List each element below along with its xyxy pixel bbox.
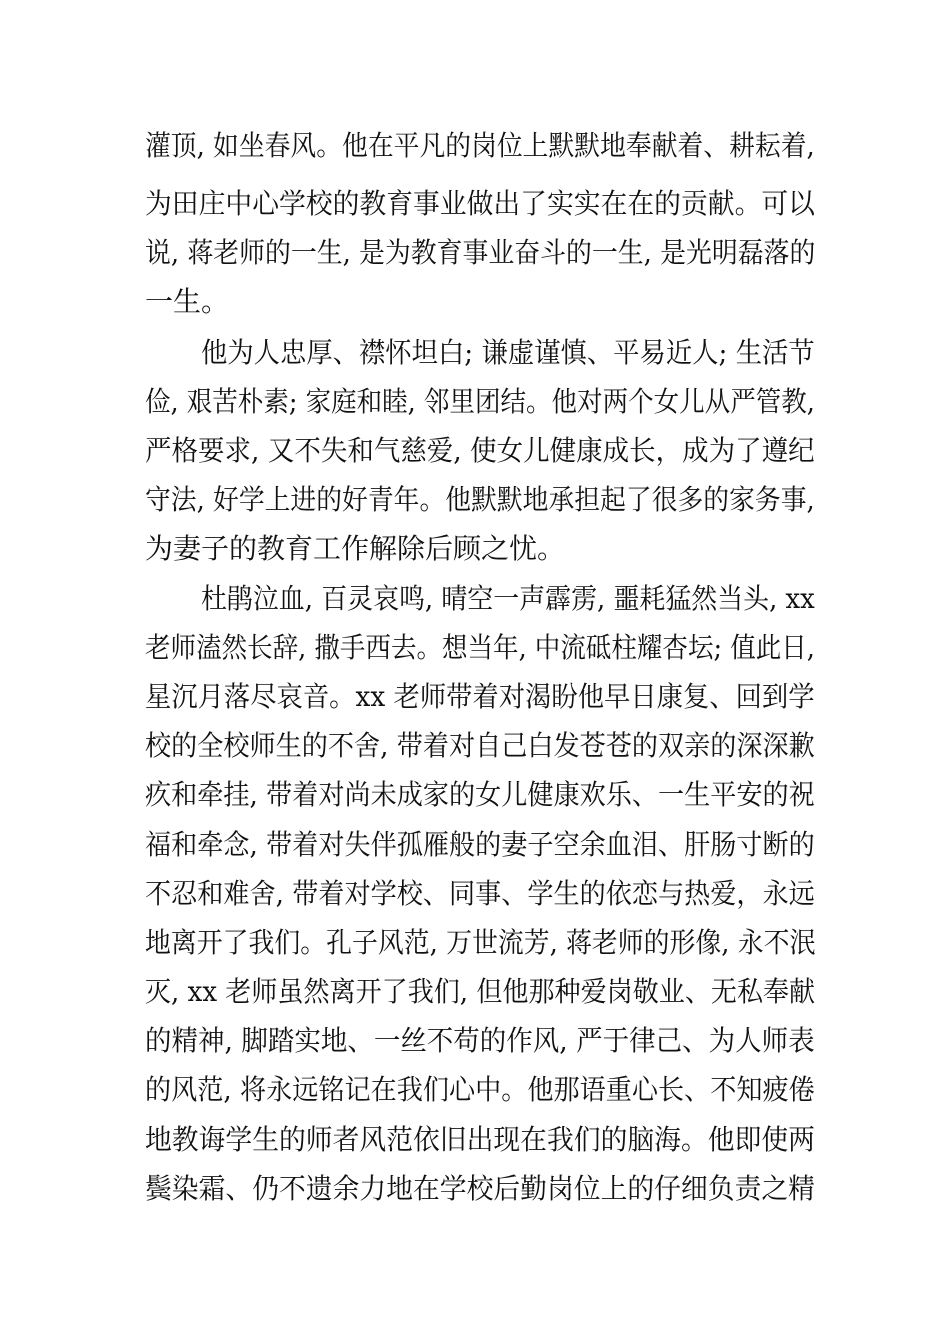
text-line: 鬓染霜、仍不遗余力地在学校后勤岗位上的仔细负责之精	[145, 1172, 815, 1205]
text-line: 疚和牵挂, 带着对尚未成家的女儿健康欢乐、一生平安的祝	[145, 778, 815, 811]
text-line: 的精神, 脚踏实地、一丝不苟的作风, 严于律己、为人师表	[145, 1024, 815, 1057]
text-line: 不忍和难舍, 带着对学校、同事、学生的依恋与热爱，永远	[145, 877, 815, 910]
paragraph-first-line: 杜鹃泣血, 百灵哀鸣, 晴空一声霹雳, 噩耗猛然当头, xx	[201, 582, 815, 615]
text-line: 福和牵念, 带着对失伴孤雁般的妻子空余血泪、肝肠寸断的	[145, 828, 815, 861]
text-line: 说, 蒋老师的一生, 是为教育事业奋斗的一生, 是光明磊落的	[145, 236, 816, 269]
text-line: 俭, 艰苦朴素; 家庭和睦, 邻里团结。他对两个女儿从严管教,	[145, 385, 815, 418]
paragraph-first-line: 他为人忠厚、襟怀坦白; 谦虚谨慎、平易近人; 生活节	[201, 336, 815, 369]
text-line: 地教诲学生的师者风范依旧出现在我们的脑海。他即使两	[145, 1123, 815, 1156]
text-line: 灌顶, 如坐春风。他在平凡的岗位上默默地奉献着、耕耘着,	[145, 129, 815, 162]
text-line: 一生。	[145, 285, 230, 318]
text-line: 守法, 好学上进的好青年。他默默地承担起了很多的家务事,	[145, 483, 815, 516]
text-line: 为田庄中心学校的教育事业做出了实实在在的贡献。可以	[145, 187, 815, 220]
text-line: 地离开了我们。孔子风范, 万世流芳, 蒋老师的形像, 永不泯	[145, 926, 816, 959]
text-line: 星沉月落尽哀音。xx 老师带着对渴盼他早日康复、回到学	[145, 680, 815, 713]
text-line: 严格要求, 又不失和气慈爱, 使女儿健康成长，成为了遵纪	[145, 434, 815, 467]
text-line: 的风范, 将永远铭记在我们心中。他那语重心长、不知疲倦	[145, 1073, 815, 1106]
text-line: 为妻子的教育工作解除后顾之忧。	[145, 532, 566, 565]
text-line: 校的全校师生的不舍, 带着对自己白发苍苍的双亲的深深歉	[145, 729, 815, 762]
text-line: 灭, xx 老师虽然离开了我们, 但他那种爱岗敬业、无私奉献	[145, 975, 816, 1008]
text-line: 老师溘然长辞, 撒手西去。想当年, 中流砥柱耀杏坛; 值此日,	[145, 631, 815, 664]
